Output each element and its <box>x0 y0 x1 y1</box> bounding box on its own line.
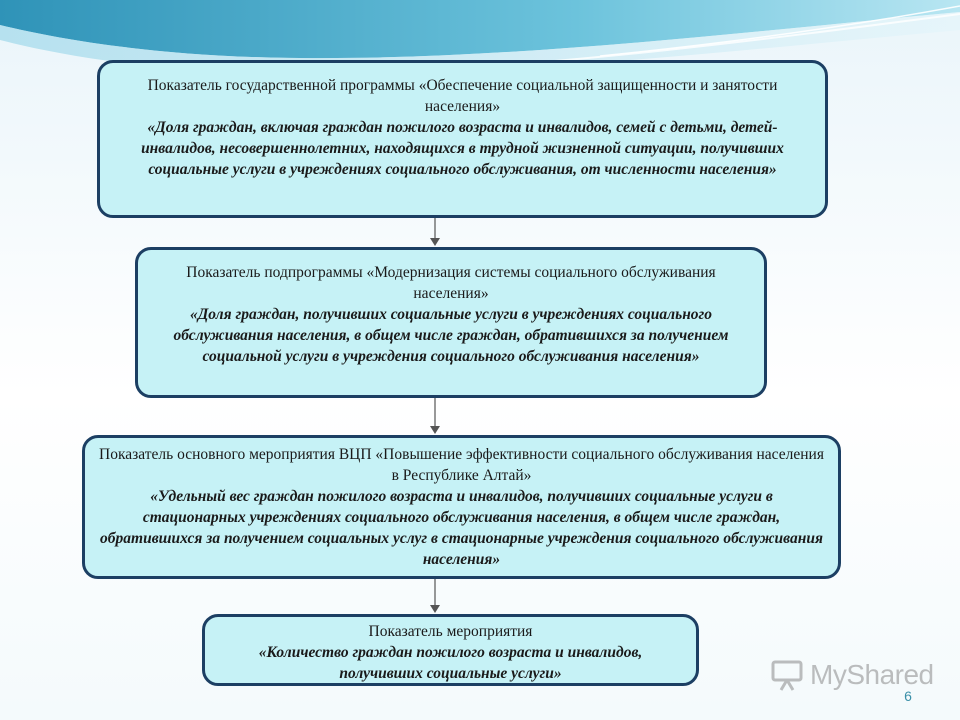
activity-indicator-description: «Количество граждан пожилого возраста и инвалидов, получивших социальные услуги» <box>258 644 643 682</box>
arrow-down-icon <box>430 426 440 434</box>
program-indicator-box <box>97 60 828 218</box>
slide-page-number: 6 <box>904 688 912 704</box>
program-indicator-description: «Доля граждан, включая граждан пожилого возраста и инвалидов, семей с детьми, детей-инвалидов, несовершеннолетних, находящихся в трудной жизненной ситуации, получивших социальные услуги в учреждениях социального обслуживания, от численности населения» <box>141 119 784 178</box>
watermark-text: MyShared <box>810 659 934 690</box>
subprogram-indicator-box <box>135 247 767 398</box>
main-activity-indicator-description: «Удельный вес граждан пожилого возраста и инвалидов, получивших социальные услуги в стационарных учреждениях социального обслуживания населения, в общем числе граждан, обратившихся за получением социальных услуг в стационарные учреждения социального обслуживания населения» <box>100 488 823 568</box>
activity-indicator-title: Показатель мероприятия <box>368 623 533 640</box>
main-activity-indicator-title: Показатель основного мероприятия ВЦП «Повышение эффективности социального обслуживания населения в Республике Алтай» <box>99 446 824 484</box>
activity-indicator-box <box>202 614 699 686</box>
arrow-down-icon <box>430 238 440 246</box>
subprogram-indicator-title: Показатель подпрограммы «Модернизация системы социального обслуживания населения» <box>186 264 716 302</box>
program-indicator-title: Показатель государственной программы «Обеспечение социальной защищенности и занятости населения» <box>147 77 778 115</box>
arrow-down-icon <box>430 605 440 613</box>
main-activity-indicator-box <box>82 435 841 579</box>
subprogram-indicator-description: «Доля граждан, получивших социальные услуги в учреждениях социального обслуживания населения, в общем числе граждан, обратившихся за получением социальной услуги в учреждения социального обслуживания населения» <box>173 306 729 365</box>
presentation-icon <box>770 658 804 692</box>
